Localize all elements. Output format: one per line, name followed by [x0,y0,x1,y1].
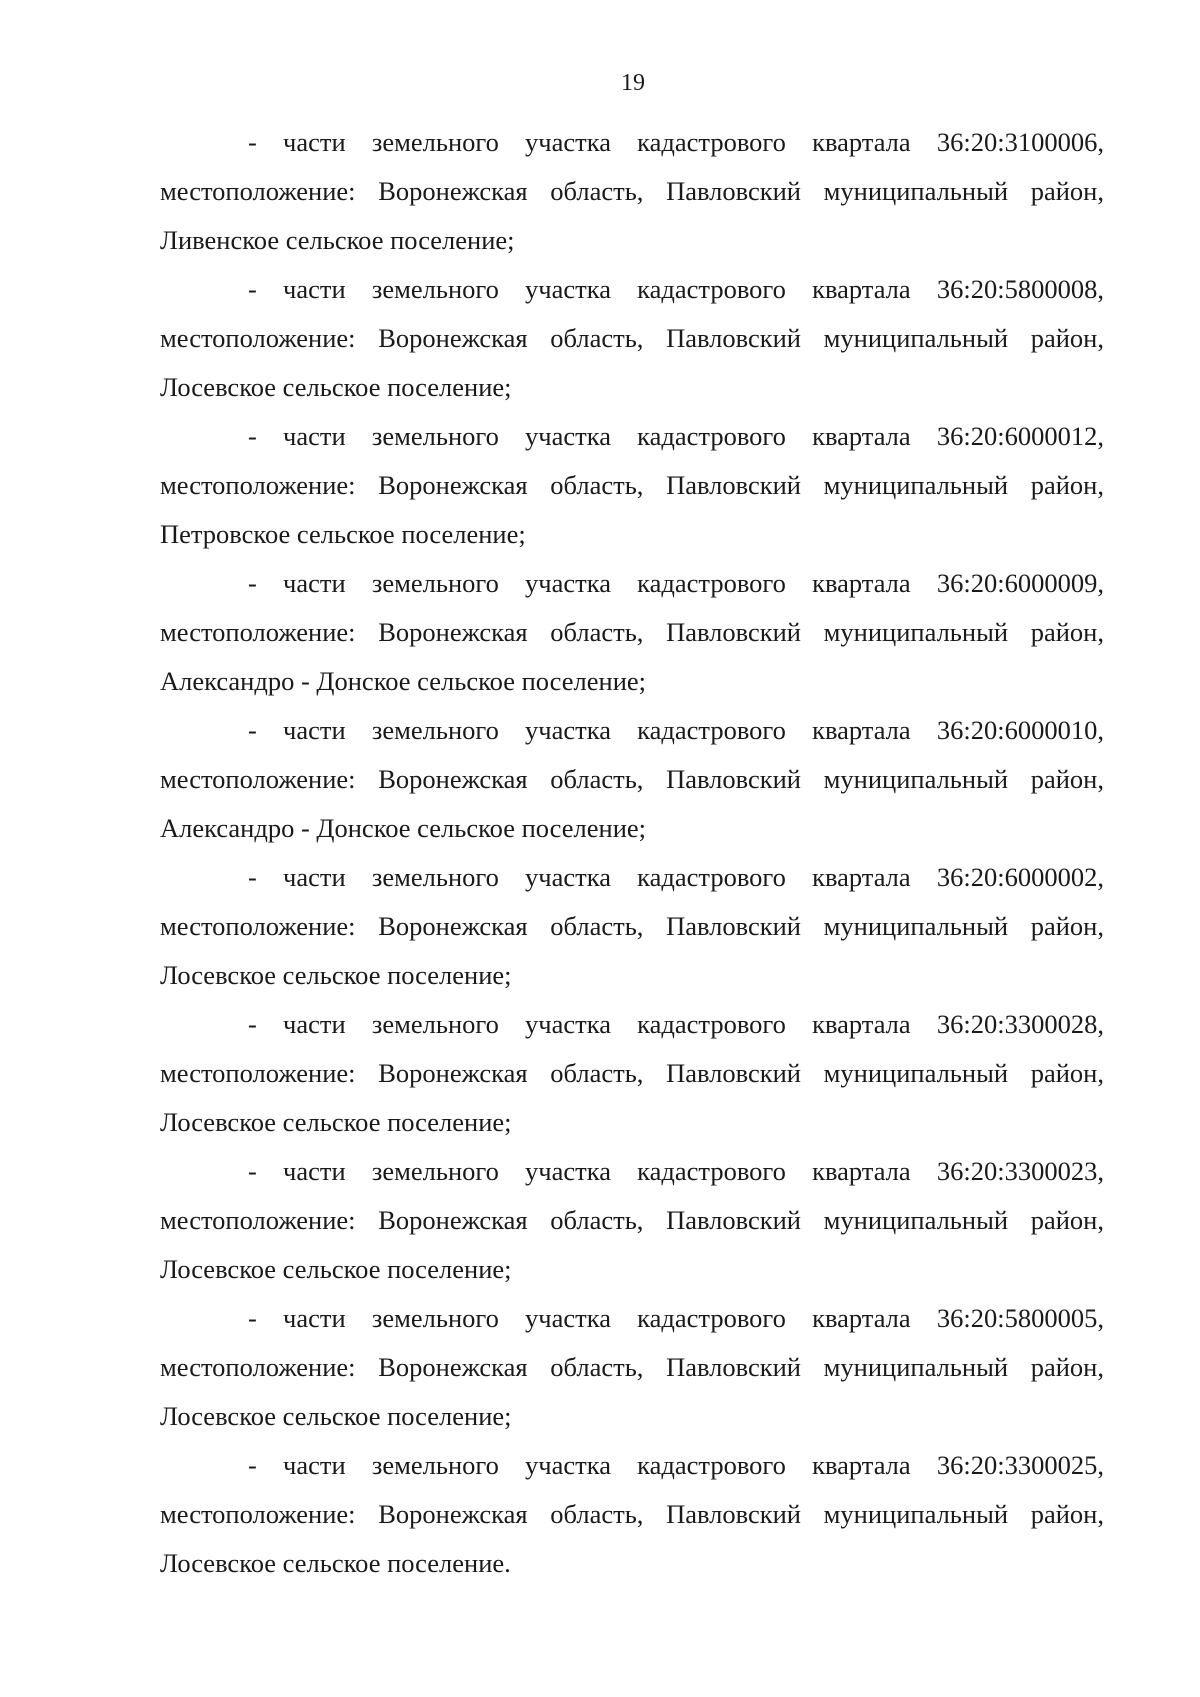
item-line-3: Лосевское сельское поселение; [160,1401,512,1431]
item-line-2: местоположение: Воронежская область, Павловский муниципальный район, [160,323,1104,353]
item-line-2: местоположение: Воронежская область, Павловский муниципальный район, [160,176,1104,206]
item-line-3: Лосевское сельское поселение; [160,372,512,402]
item-line-3: Петровское сельское поселение; [160,519,526,549]
item-line-2: местоположение: Воронежская область, Павловский муниципальный район, [160,1205,1104,1235]
list-item [160,853,1104,1000]
item-line-3: Александро - Донское сельское поселение; [160,666,647,696]
item-line-1: - части земельного участка кадастрового квартала 36:20:6000002, [248,862,1104,892]
list-item [160,412,1104,559]
item-line-1: - части земельного участка кадастрового квартала 36:20:6000009, [248,568,1104,598]
list-item [160,1147,1104,1294]
list-item [160,118,1104,265]
item-line-2: местоположение: Воронежская область, Павловский муниципальный район, [160,1499,1104,1529]
item-line-3: Лосевское сельское поселение; [160,1254,512,1284]
land-plot-list [160,118,1104,1588]
page-number: 19 [621,70,645,96]
item-line-2: местоположение: Воронежская область, Павловский муниципальный район, [160,764,1104,794]
item-line-1: - части земельного участка кадастрового квартала 36:20:3300028, [248,1009,1104,1039]
item-line-3: Лосевское сельское поселение; [160,1107,512,1137]
list-item [160,265,1104,412]
item-line-1: - части земельного участка кадастрового квартала 36:20:6000012, [248,421,1104,451]
item-line-3: Ливенское сельское поселение; [160,225,515,255]
item-line-1: - части земельного участка кадастрового квартала 36:20:5800008, [248,274,1104,304]
item-line-1: - части земельного участка кадастрового квартала 36:20:6000010, [248,715,1104,745]
list-item [160,1294,1104,1441]
list-item [160,559,1104,706]
item-line-1: - части земельного участка кадастрового квартала 36:20:3300025, [248,1450,1104,1480]
list-item [160,1000,1104,1147]
item-line-2: местоположение: Воронежская область, Павловский муниципальный район, [160,1352,1104,1382]
list-item [160,706,1104,853]
item-line-2: местоположение: Воронежская область, Павловский муниципальный район, [160,911,1104,941]
list-item [160,1441,1104,1588]
item-line-1: - части земельного участка кадастрового квартала 36:20:5800005, [248,1303,1104,1333]
item-line-2: местоположение: Воронежская область, Павловский муниципальный район, [160,617,1104,647]
item-line-2: местоположение: Воронежская область, Павловский муниципальный район, [160,470,1104,500]
item-line-1: - части земельного участка кадастрового квартала 36:20:3300023, [248,1156,1104,1186]
item-line-1: - части земельного участка кадастрового квартала 36:20:3100006, [248,127,1104,157]
item-line-3: Лосевское сельское поселение. [160,1548,511,1578]
item-line-2: местоположение: Воронежская область, Павловский муниципальный район, [160,1058,1104,1088]
item-line-3: Александро - Донское сельское поселение; [160,813,647,843]
item-line-3: Лосевское сельское поселение; [160,960,512,990]
